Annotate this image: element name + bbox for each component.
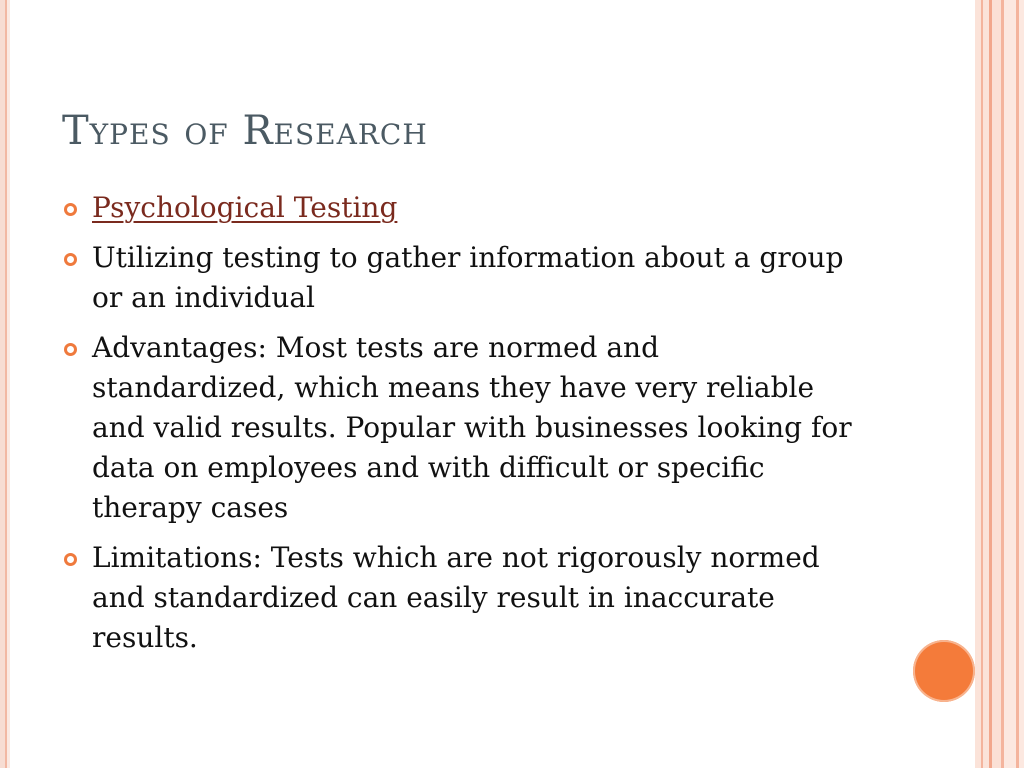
- bullet-item: [62, 238, 852, 318]
- bullet-link-psychological-testing[interactable]: Psychological Testing: [92, 191, 398, 224]
- right-border-stripe: [1004, 0, 1016, 768]
- decorative-circle: [913, 640, 975, 702]
- right-border-stripe: [1019, 0, 1024, 768]
- slide-title: Types of Research: [62, 108, 428, 154]
- bullet-item: [62, 328, 852, 528]
- bullet-list: [62, 188, 852, 668]
- bullet-text: Utilizing testing to gather information about a group or an individual: [92, 241, 844, 314]
- ring-bullet-icon: [64, 553, 77, 566]
- ring-bullet-icon: [64, 253, 77, 266]
- bullet-item: [62, 538, 852, 658]
- bullet-text: Advantages: Most tests are normed and standardized, which means they have very reliable and valid results. Popular with businesses looking for data on employees and with difficult or specific therapy cases: [92, 331, 852, 524]
- ring-bullet-icon: [64, 343, 77, 356]
- ring-bullet-icon: [64, 203, 77, 216]
- left-border-stripe: [7, 0, 10, 768]
- bullet-item: [62, 188, 852, 228]
- right-border-stripe: [992, 0, 1001, 768]
- bullet-text: Limitations: Tests which are not rigorously normed and standardized can easily result in inaccurate results.: [92, 541, 820, 654]
